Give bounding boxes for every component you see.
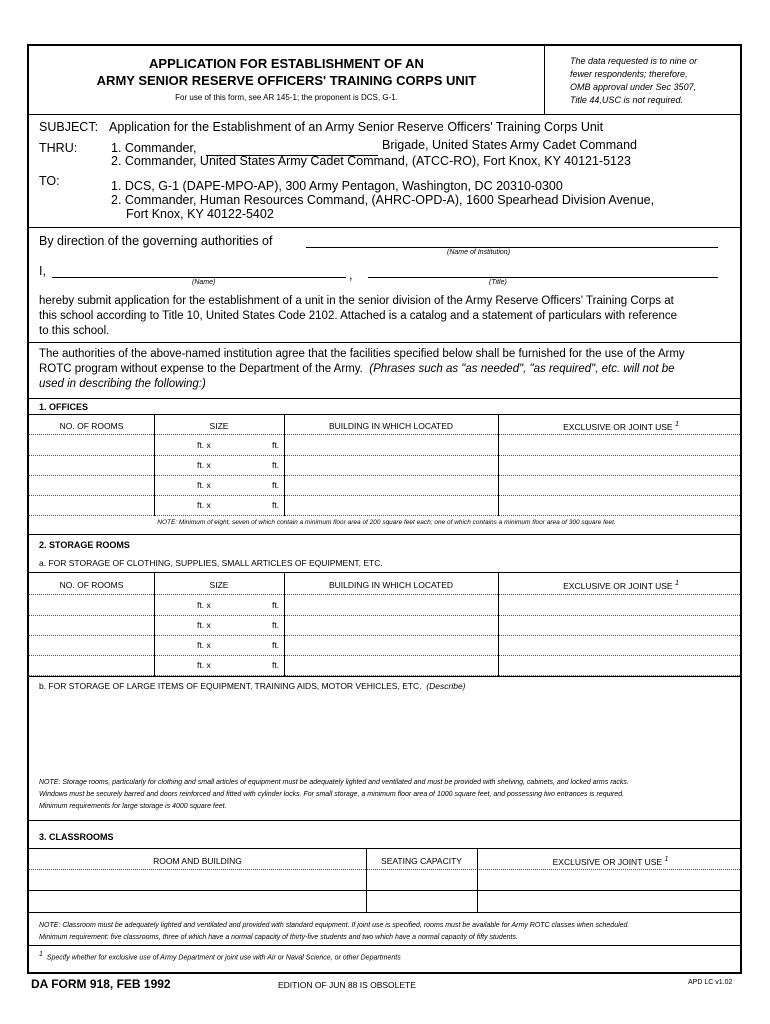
offices-size-width-label: ft. x [197, 440, 211, 450]
offices-col-exclusive-label: EXCLUSIVE OR JOINT USE [563, 421, 673, 432]
paragraph-line: used in describing the following:) [39, 378, 206, 390]
privacy-line: The data requested is to nine or [570, 56, 698, 66]
storage-rooms-field[interactable] [29, 595, 154, 615]
storage-sub-b-describe: (Describe) [426, 681, 466, 691]
paragraph-line: to this school. [39, 325, 110, 337]
form-frame [27, 44, 742, 974]
footnote-marker: 1 [674, 421, 679, 428]
to-label: TO: [39, 174, 60, 188]
note-line: Minimum requirement: five classrooms, three of which have a normal capacity of thirty-five students and two which have a normal capacity of fifty students. [39, 934, 518, 941]
paragraph-text: ROTC program without expense to the Department of the Army. [39, 363, 363, 375]
footnote-marker: 1 [674, 580, 679, 587]
offices-col-rooms: NO. OF ROOMS [59, 421, 124, 431]
offices-table-top [29, 414, 740, 415]
edition-notice: EDITION OF JUN 88 IS OBSOLETE [278, 980, 416, 990]
storage-size-width-label: ft. x [197, 600, 211, 610]
storage-exclusive-field[interactable] [498, 595, 744, 615]
paragraph-italic: (Phrases such as "as needed", "as required", etc. will not be [369, 363, 675, 375]
offices-size-width-label: ft. x [197, 460, 211, 470]
classrooms-col-exclusive-label: EXCLUSIVE OR JOINT USE [552, 856, 663, 867]
note-line: NOTE: Classroom must be adequately lighted and ventilated and provided with standard equipment. If joint use is specified, rooms must be available for Army ROTC classes when scheduled. [39, 922, 630, 929]
classroom-room-field[interactable] [29, 891, 366, 911]
offices-row-rule [29, 515, 740, 516]
offices-size-length-label: ft. [272, 460, 280, 470]
header-bottom-rule [29, 114, 740, 115]
form-title-line1: APPLICATION FOR ESTABLISHMENT OF AN [149, 56, 424, 71]
to-line2-cont: Fort Knox, KY 40122-5402 [126, 207, 274, 221]
classroom-room-field[interactable] [29, 870, 366, 890]
institution-caption: (Name of Institution) [447, 249, 511, 256]
storage-rooms-field[interactable] [29, 655, 154, 675]
to-line2: 2. Commander, Human Resources Command, (AHRC-OPD-A), 1600 Spearhead Division Avenue, [111, 193, 655, 207]
classroom-exclusive-field[interactable] [477, 891, 744, 911]
classrooms-col-exclusive [477, 856, 744, 867]
storage-exclusive-field[interactable] [498, 635, 744, 655]
classrooms-heading: 3. CLASSROOMS [39, 832, 114, 842]
storage-col-rooms: NO. OF ROOMS [59, 580, 124, 590]
classroom-exclusive-field[interactable] [477, 870, 744, 890]
form-title-line2: ARMY SENIOR RESERVE OFFICERS' TRAINING CORPS UNIT [96, 73, 477, 88]
storage-exclusive-field[interactable] [498, 615, 744, 635]
thru-line1-start: 1. Commander, [111, 141, 197, 155]
paragraph-line: hereby submit application for the establishment of a unit in the senior division of the Army Reserve Officers' Training Corps at [39, 295, 674, 307]
name-caption: (Name) [192, 279, 216, 286]
header-divider [544, 46, 545, 114]
offices-bottom-rule [29, 534, 740, 535]
large-storage-description-field[interactable] [39, 694, 734, 766]
offices-rooms-field[interactable] [29, 475, 154, 495]
to-line1: 1. DCS, G-1 (DAPE-MPO-AP), 300 Army Pentagon, Washington, DC 20310-0300 [111, 179, 563, 193]
storage-heading: 2. STORAGE ROOMS [39, 540, 130, 550]
offices-building-field[interactable] [284, 455, 498, 475]
name-title-comma: , [349, 268, 353, 282]
submission-paragraph [39, 294, 677, 339]
title-caption: (Title) [489, 279, 507, 286]
offices-col-exclusive [498, 421, 744, 432]
offices-building-field[interactable] [284, 475, 498, 495]
form-subtitle: For use of this form, see AR 145-1; the proponent is DCS, G-1. [175, 93, 398, 102]
storage-size-width-label: ft. x [197, 620, 211, 630]
institution-name-field[interactable] [306, 247, 718, 248]
offices-col-divider [284, 414, 285, 516]
footnote-marker: 1 [664, 856, 669, 863]
privacy-line: OMB approval under Sec 3507, [570, 82, 697, 92]
offices-size-length-label: ft. [272, 500, 280, 510]
storage-size-length-label: ft. [272, 640, 280, 650]
storage-building-field[interactable] [284, 595, 498, 615]
i-label: I, [39, 264, 46, 278]
storage-size-width-label: ft. x [197, 660, 211, 670]
classrooms-col-divider [366, 848, 367, 912]
applicant-title-field[interactable] [368, 277, 718, 278]
applicant-name-field[interactable] [52, 277, 346, 278]
note-line: Windows must be securely barred and doors reinforced and fitted with cylinder locks. For small storage, a minimum floor area of 1000 square feet, and possessing two entrances is required. [39, 791, 625, 798]
paragraph-line: The authorities of the above-named institution agree that the facilities specified below shall be furnished for the use of the Army [39, 348, 685, 360]
agreement-rule [29, 398, 740, 399]
storage-col-building: BUILDING IN WHICH LOCATED [328, 580, 454, 590]
storage-sub-a: a. FOR STORAGE OF CLOTHING, SUPPLIES, SMALL ARTICLES OF EQUIPMENT, ETC. [39, 558, 383, 568]
storage-size-length-label: ft. [272, 660, 280, 670]
thru-line1-end: Brigade, United States Army Cadet Command [382, 138, 637, 152]
storage-building-field[interactable] [284, 635, 498, 655]
storage-col-exclusive [498, 580, 744, 591]
classrooms-note [39, 920, 629, 944]
offices-col-size: SIZE [209, 421, 229, 431]
classrooms-bottom-rule [29, 945, 740, 946]
offices-col-building: BUILDING IN WHICH LOCATED [328, 421, 454, 431]
agreement-paragraph [39, 347, 685, 392]
storage-table-top [29, 572, 740, 573]
offices-building-field[interactable] [284, 495, 498, 515]
classrooms-col-divider [477, 848, 478, 912]
storage-building-field[interactable] [284, 655, 498, 675]
offices-size-width-label: ft. x [197, 500, 211, 510]
note-line: Minimum requirements for large storage is 4000 square feet. [39, 803, 227, 810]
subject-text: Application for the Establishment of an Army Senior Reserve Officers' Training Corps Unit [109, 120, 604, 134]
version-label: APD LC v1.02 [688, 979, 733, 986]
classrooms-col-room: ROOM AND BUILDING [153, 856, 242, 866]
storage-sub-b [39, 681, 466, 691]
storage-bottom-rule [29, 820, 740, 821]
classrooms-col-seating: SEATING CAPACITY [381, 856, 462, 866]
offices-note: NOTE: Minimum of eight, seven of which contain a minimum floor area of 200 square feet each; one of which contains a minimum floor area of 300 square feet. [157, 519, 616, 526]
offices-col-divider [498, 414, 499, 516]
offices-rooms-field[interactable] [29, 435, 154, 455]
footnote [39, 951, 401, 961]
form-identifier: DA FORM 918, FEB 1992 [31, 977, 171, 991]
storage-rooms-field[interactable] [29, 635, 154, 655]
storage-rooms-field[interactable] [29, 615, 154, 635]
offices-exclusive-field[interactable] [498, 455, 744, 475]
thru-line2: 2. Commander, United States Army Cadet Command, (ATCC-RO), Fort Knox, KY 40121-5123 [111, 154, 631, 168]
classrooms-table-bottom [29, 912, 740, 913]
footnote-text: Specify whether for exclusive use of Army Department or joint use with Air or Naval Science, or other Departments [46, 954, 401, 962]
offices-exclusive-field[interactable] [498, 435, 744, 455]
offices-rooms-field[interactable] [29, 495, 154, 515]
privacy-line: Title 44,USC is not required. [570, 95, 683, 105]
note-line: NOTE: Storage rooms, particularly for clothing and small articles of equipment must be adequately lighted and ventilated and must be provided with shelving, cabinets, and locked arms racks. [39, 779, 629, 786]
classroom-seating-field[interactable] [366, 891, 477, 911]
classrooms-table-top [29, 848, 740, 849]
storage-note [39, 777, 629, 813]
storage-sub-b-text: b. FOR STORAGE OF LARGE ITEMS OF EQUIPMENT, TRAINING AIDS, MOTOR VEHICLES, ETC. [39, 681, 422, 691]
storage-col-divider [284, 572, 285, 676]
offices-rooms-field[interactable] [29, 455, 154, 475]
direction-text: By direction of the governing authorities of [39, 234, 273, 248]
storage-building-field[interactable] [284, 615, 498, 635]
offices-heading: 1. OFFICES [39, 402, 89, 412]
storage-size-width-label: ft. x [197, 640, 211, 650]
memo-bottom-rule [29, 227, 740, 228]
storage-size-length-label: ft. [272, 600, 280, 610]
classroom-seating-field[interactable] [366, 870, 477, 890]
offices-size-length-label: ft. [272, 480, 280, 490]
offices-exclusive-field[interactable] [498, 495, 744, 515]
thru-label: THRU: [39, 141, 78, 155]
storage-col-divider [154, 572, 155, 676]
offices-building-field[interactable] [284, 435, 498, 455]
privacy-statement [570, 55, 697, 107]
footnote-marker: 1 [39, 951, 43, 958]
submission-rule [29, 342, 740, 343]
offices-exclusive-field[interactable] [498, 475, 744, 495]
offices-col-divider [154, 414, 155, 516]
storage-col-divider [498, 572, 499, 676]
subject-label: SUBJECT: [39, 120, 99, 134]
storage-exclusive-field[interactable] [498, 655, 744, 675]
offices-size-length-label: ft. [272, 440, 280, 450]
storage-table-bottom [29, 676, 740, 677]
storage-col-size: SIZE [209, 580, 229, 590]
storage-col-exclusive-label: EXCLUSIVE OR JOINT USE [563, 580, 673, 591]
privacy-line: fewer respondents; therefore, [570, 69, 688, 79]
paragraph-line: this school according to Title 10, United States Code 2102. Attached is a catalog and a statement of particulars with reference [39, 310, 677, 322]
offices-size-width-label: ft. x [197, 480, 211, 490]
storage-size-length-label: ft. [272, 620, 280, 630]
